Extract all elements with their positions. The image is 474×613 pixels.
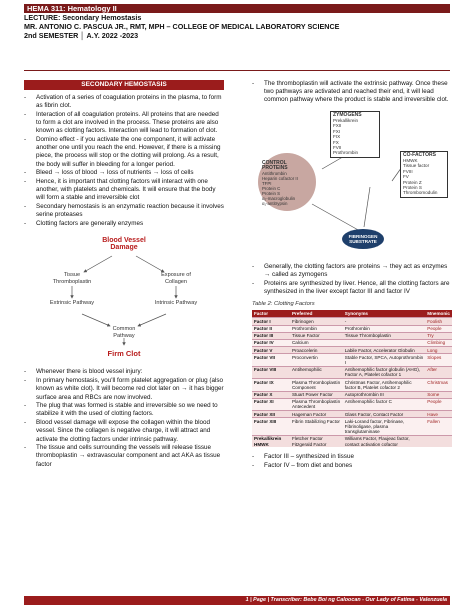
table-cell: - xyxy=(343,318,426,325)
synthesis-bullet-list xyxy=(252,453,452,470)
table-cell: Factor X xyxy=(252,391,290,398)
table-row xyxy=(252,354,452,366)
injury-bullet-list xyxy=(24,368,224,468)
zymogen-item: FX xyxy=(333,139,339,145)
table-cell: Autoprothrombin III xyxy=(343,391,426,398)
table-row xyxy=(252,366,452,378)
list-item: - In primary hemostasis, you'll form platelet aggregation or plug (also known as white clot). It will become red clot later on → it has bigger surface area and RBCs are now involved. xyxy=(24,377,224,402)
table-cell: Glass Factor, Contact Factor xyxy=(343,411,426,418)
table-cell: Stuart Power Factor xyxy=(290,391,343,398)
table-cell: Factor III xyxy=(252,332,290,339)
table-cell: Hageman Factor xyxy=(290,411,343,418)
control-protein-item: Protein C xyxy=(262,185,281,191)
control-protein-item: Protein S xyxy=(262,190,281,196)
control-protein-item: α₂-macroglobulin xyxy=(262,195,296,201)
table-cell: Have xyxy=(425,411,452,418)
section-title: SECONDARY HEMOSTASIS xyxy=(24,80,224,90)
table-cell: Factor II xyxy=(252,325,290,332)
zymogens-box xyxy=(330,111,380,158)
control-protein-item: Heparin cofactor II xyxy=(262,175,298,181)
control-protein-item: α₁-antitrypsin xyxy=(262,200,288,206)
table-cell: Factor IX xyxy=(252,379,290,391)
table-row xyxy=(252,347,452,354)
cofactor-item: Tissue factor xyxy=(403,163,430,169)
diagram-common-pathway: Common Pathway xyxy=(112,326,136,339)
table-cell: Christmas Factor, Antihemophilic factor B, Platelet cofactor 2 xyxy=(343,379,426,391)
table-cell: Antihemophilic factor C xyxy=(343,398,426,410)
table-cell: Tissue Factor xyxy=(290,332,343,339)
table-cell: Labile Factor, Accelerator Globulin xyxy=(343,347,426,354)
table-cell: Factor V xyxy=(252,347,290,354)
table-cell: Foolish xyxy=(425,318,452,325)
coagulation-cascade-figure xyxy=(252,109,452,257)
cofactor-item: FVIII xyxy=(403,168,413,174)
control-proteins-title: CONTROL PROTEINS xyxy=(262,159,288,171)
list-item: - Hence, it is important that clotting factors will interact with one another, with platelets and chemicals. It will ensure that the body will form a stable and irreversible clot xyxy=(24,178,224,203)
table-cell: Factor VII xyxy=(252,354,290,366)
cofactors-title: CO-FACTORS xyxy=(403,151,436,158)
table-cell: Plasma Thromboplastin Antecedent xyxy=(290,398,343,410)
cofactor-item: HMWK xyxy=(403,158,418,164)
table-cell: Williams Factor, Flaujeac factor, contact activation cofactor xyxy=(343,435,426,447)
coagulation-pathway-diagram xyxy=(24,234,224,346)
cofactor-item: Protein Z xyxy=(403,179,422,185)
cofactor-item: Thrombomodulin xyxy=(403,190,438,196)
table-cell: Factor IV xyxy=(252,339,290,346)
table-row xyxy=(252,379,452,391)
list-item: - Blood vessel damage will expose the collagen within the blood vessel. Since the collagen is negative charge, it will attract and activate the clotting factors under intrinsic pathway. xyxy=(24,419,224,444)
table-body xyxy=(252,318,452,448)
table-cell: After xyxy=(425,366,452,378)
zymogen-item: FVII xyxy=(333,145,342,151)
table-cell: Laki-Lorand factor, Fibrinase, Fibrinoligase, plasma transglutaminase xyxy=(343,418,426,436)
zymogen-item: Prothrombin xyxy=(333,150,359,156)
table-cell: Fibrin Stabilizing Factor xyxy=(290,418,343,436)
table-cell: People xyxy=(425,325,452,332)
intro-bullet-list xyxy=(24,94,224,228)
table-cell: Christmas xyxy=(425,379,452,391)
zymogen-item: FXII xyxy=(333,123,342,129)
left-column xyxy=(24,80,224,469)
zymogen-item: FXI xyxy=(333,128,341,134)
table-cell: Stable Factor, SPCA, Autoprothrombin I xyxy=(343,354,426,366)
list-item: - Whenever there is blood vessel injury: xyxy=(24,368,224,376)
table-cell: Some xyxy=(425,391,452,398)
table-cell: Antihemophilic factor globulin (AHG), Factor A, Platelet cofactor 1 xyxy=(343,366,426,378)
list-item: - Factor IV – from diet and bones xyxy=(252,462,452,470)
table-cell: Tissue Thromboplastin xyxy=(343,332,426,339)
list-item: - Bleed → loss of blood → loss of nutrients → loss of cells xyxy=(24,169,224,177)
cofactor-item: Protein S xyxy=(403,185,422,191)
table-row xyxy=(252,325,452,332)
diagram-firm-clot: Firm Clot xyxy=(107,349,141,359)
table-cell: Factor XII xyxy=(252,411,290,418)
diagram-extrinsic-pathway: Extrinsic Pathway xyxy=(49,300,95,307)
table-row xyxy=(252,318,452,325)
zymogen-item: FIX xyxy=(333,134,341,140)
cofactor-item: FV xyxy=(403,174,409,180)
list-item: - Secondary hemostasis is an enzymatic reaction because it involves serine proteases xyxy=(24,203,224,219)
right-column xyxy=(252,80,452,471)
table-cell: Proconvertin xyxy=(290,354,343,366)
table-cell: Factor XI xyxy=(252,398,290,410)
instructor-line: MR. ANTONIO C. PASCUA JR., RMT, MPH – COLLEGE OF MEDICAL LABORATORY SCIENCE xyxy=(24,22,340,31)
list-item: - Clotting factors are generally enzymes xyxy=(24,220,224,228)
table-row xyxy=(252,332,452,339)
lecture-title: LECTURE: Secondary Hemostasis xyxy=(24,13,142,22)
table-cell: Factor I xyxy=(252,318,290,325)
list-item: - Activation of a series of coagulation proteins in the plasma, to form as fibrin clot. xyxy=(24,94,224,110)
table-cell: Climbing xyxy=(425,339,452,346)
list-item: - Domino effect - if you activate the one component, it will activate another one until you reach the end. However, if there is a missing piece, the process will stop or the clotting will prolong. As a result, the body will suffer in bleeding for a longer period. xyxy=(24,136,224,169)
table-cell xyxy=(425,435,452,447)
table-cell: Prothrombin xyxy=(290,325,343,332)
diagram-tissue-thromboplastin: Tissue Thromboplastin xyxy=(52,272,92,285)
table-cell: Slopes xyxy=(425,354,452,366)
fibrinogen-substrate: FIBRINOGEN SUBSTRATE xyxy=(342,229,384,249)
list-item: - The plug that was formed is stable and irreversible so we need to stabilize it with the used of clotting factors. xyxy=(24,402,224,418)
column-header: Factor xyxy=(252,310,290,318)
pathway-bullet-list xyxy=(252,80,452,105)
table-cell: Factor XIII xyxy=(252,418,290,436)
table-cell: Prekallikrein HMWK xyxy=(252,435,290,447)
diagram-blood-vessel-damage: Blood Vessel Damage xyxy=(102,237,146,251)
list-item: - The tissue and cells surrounding the vessels will release tissue thromboplastin → extravascular component and act AKA as tissue factor xyxy=(24,444,224,469)
column-header: Mnemonic xyxy=(425,310,452,318)
clotting-factors-table xyxy=(252,310,452,447)
document-header xyxy=(24,4,450,40)
control-protein-item: TFPI xyxy=(262,180,272,186)
table-cell: Fletcher Factor Fitzgerald Factor xyxy=(290,435,343,447)
table-cell: Factor VIII xyxy=(252,366,290,378)
table-row xyxy=(252,391,452,398)
diagram-intrinsic-pathway: Intrinsic Pathway xyxy=(154,300,198,307)
list-item: - Proteins are synthesized by liver. Hence, all the clotting factors are synthesized in the liver except factor III and factor IV xyxy=(252,280,452,296)
list-item: - Interaction of all coagulation proteins. All proteins that are needed to form a clot are involved in the process. These proteins are also known as clotting factors. Interaction will lead to formation of clot. xyxy=(24,111,224,136)
table-cell: Proaccelerin xyxy=(290,347,343,354)
page-footer: 1 | Page | Transcriber: Bebe Boi ng Caloocan - Our Lady of Fatima - Valenzuela xyxy=(24,596,450,605)
semester-line: 2nd SEMESTER │ A.Y. 2022 -2023 xyxy=(24,31,139,40)
table-cell: People xyxy=(425,398,452,410)
table-row xyxy=(252,435,452,447)
table-cell: Try xyxy=(425,332,452,339)
column-header: Synonyms xyxy=(343,310,426,318)
list-item: - The thromboplastin will activate the extrinsic pathway. Once these two pathways are activated and reached their end, it will lead common pathway where the product is stable and irreversible clot. xyxy=(252,80,452,105)
table-row xyxy=(252,411,452,418)
column-header: Preferred xyxy=(290,310,343,318)
table-cell: Antihemophilic xyxy=(290,366,343,378)
table-cell: Plasma Thromboplastin Component xyxy=(290,379,343,391)
list-item: - Factor III – synthesized in tissue xyxy=(252,453,452,461)
diagram-exposure-collagen: Exposure of Collagen xyxy=(161,272,191,285)
table-row xyxy=(252,339,452,346)
table-row xyxy=(252,418,452,436)
table-cell: Calcium xyxy=(290,339,343,346)
list-item: - Generally, the clotting factors are proteins → they act as enzymes → called as zymogens xyxy=(252,263,452,279)
table-cell: Prothrombin xyxy=(343,325,426,332)
table-header-row xyxy=(252,310,452,318)
table-row xyxy=(252,398,452,410)
cofactors-box xyxy=(400,151,448,198)
zymogen-item: Prekallikrein xyxy=(333,118,359,124)
control-protein-item: Antithrombin xyxy=(262,170,287,176)
table-cell: Long xyxy=(425,347,452,354)
table-cell: Fibrinogen xyxy=(290,318,343,325)
course-title: HEMA 311: Hematology II xyxy=(24,4,450,13)
header-divider xyxy=(24,70,450,71)
table-cell: Fallen xyxy=(425,418,452,436)
table-caption: Table 2: Clotting Factors xyxy=(252,300,315,307)
table-cell xyxy=(343,339,426,346)
zymogens-title: ZYMOGENS xyxy=(333,111,362,118)
protein-bullet-list xyxy=(252,263,452,296)
control-proteins-circle xyxy=(258,153,316,211)
